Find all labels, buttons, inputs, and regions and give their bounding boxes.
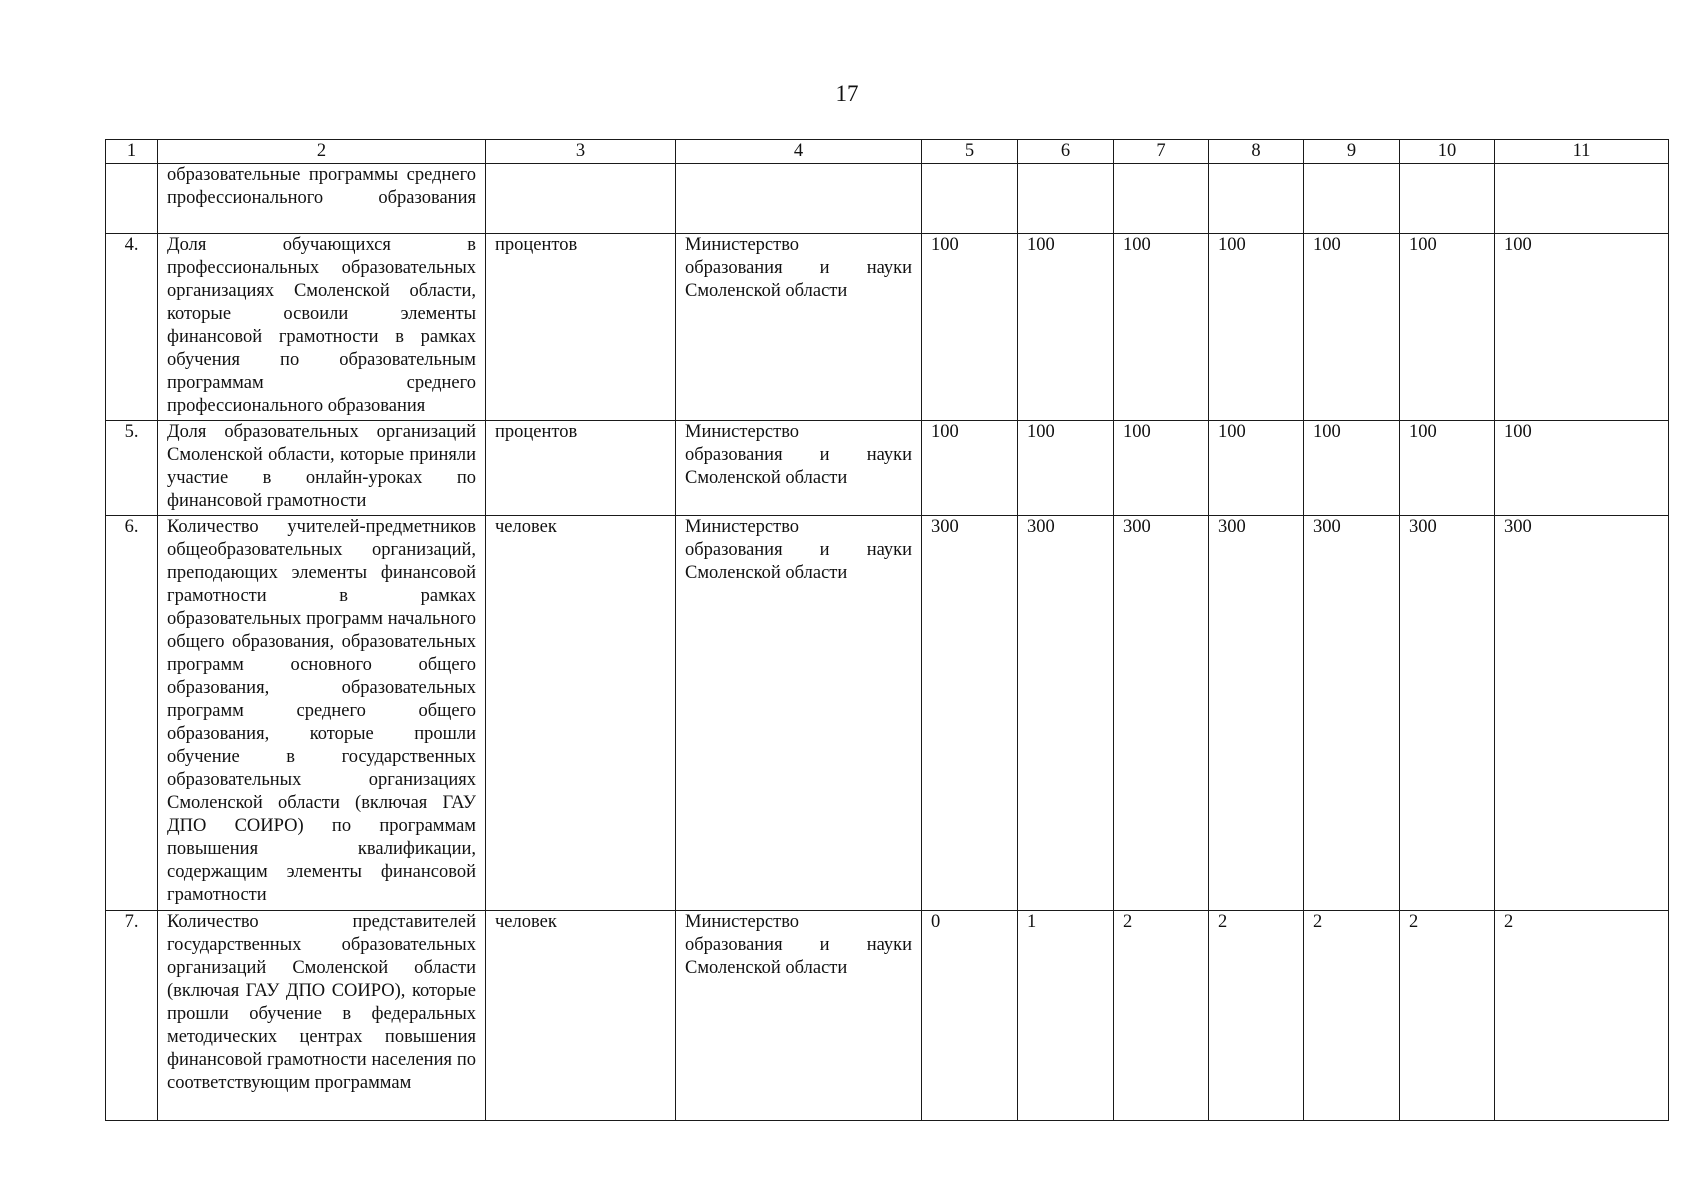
row-number-cell: 4. [106, 234, 158, 421]
value-cell: 300 [1209, 516, 1304, 911]
value-cell: 100 [1304, 421, 1400, 516]
organization-line: образования и науки [685, 445, 912, 465]
value-cell: 2 [1304, 911, 1400, 1121]
organization-line: Министерство [685, 422, 800, 442]
row-number-cell: 6. [106, 516, 158, 911]
value-cell: 100 [1495, 421, 1669, 516]
unit-cell: человек [486, 516, 676, 911]
row-number-cell: 5. [106, 421, 158, 516]
value-cell [1209, 164, 1304, 234]
indicator-description-cell: образовательные программы среднего профессионального образования [158, 164, 486, 234]
value-cell: 300 [1018, 516, 1114, 911]
value-cell: 100 [1400, 421, 1495, 516]
organization-line: Смоленской области [685, 281, 848, 301]
organization-line: Министерство [685, 912, 800, 932]
value-cell [1400, 164, 1495, 234]
value-cell: 2 [1209, 911, 1304, 1121]
responsible-organization-cell [676, 516, 922, 911]
column-number-cell: 11 [1495, 140, 1669, 164]
value-cell [1018, 164, 1114, 234]
value-cell: 300 [1304, 516, 1400, 911]
indicator-description-cell: Доля обучающихся в профессиональных образовательных организациях Смоленской области, которые освоили элементы финансовой грамотности в рамках обучения по образовательным программам среднего профессионального образования [158, 234, 486, 421]
organization-line: Министерство [685, 517, 800, 537]
organization-line: образования и науки [685, 540, 912, 560]
table-row [106, 164, 1669, 234]
value-cell: 300 [922, 516, 1018, 911]
value-cell: 100 [1209, 234, 1304, 421]
organization-line: образования и науки [685, 935, 912, 955]
responsible-organization-cell [676, 421, 922, 516]
value-cell: 300 [1114, 516, 1209, 911]
unit-cell: процентов [486, 234, 676, 421]
value-cell: 100 [1400, 234, 1495, 421]
value-cell: 100 [1304, 234, 1400, 421]
column-number-cell: 1 [106, 140, 158, 164]
indicator-description-cell: Количество представителей государственных образовательных организаций Смоленской области (включая ГАУ ДПО СОИРО), которые прошли обучение в федеральных методических центрах повышения финансовой грамотности населения по соответствующим программам [158, 911, 486, 1121]
value-cell [1114, 164, 1209, 234]
unit-cell: человек [486, 911, 676, 1121]
value-cell: 300 [1495, 516, 1669, 911]
organization-line: Смоленской области [685, 468, 848, 488]
value-cell [922, 164, 1018, 234]
value-cell: 100 [922, 234, 1018, 421]
column-number-cell: 6 [1018, 140, 1114, 164]
column-number-cell: 2 [158, 140, 486, 164]
table-row [106, 421, 1669, 516]
value-cell: 100 [1209, 421, 1304, 516]
value-cell: 100 [1114, 421, 1209, 516]
value-cell [1304, 164, 1400, 234]
responsible-organization-cell [676, 234, 922, 421]
column-number-cell: 10 [1400, 140, 1495, 164]
column-number-cell: 9 [1304, 140, 1400, 164]
value-cell: 300 [1400, 516, 1495, 911]
value-cell: 2 [1114, 911, 1209, 1121]
column-number-cell: 5 [922, 140, 1018, 164]
value-cell: 100 [1018, 421, 1114, 516]
table-row [106, 911, 1669, 1121]
value-cell: 2 [1495, 911, 1669, 1121]
value-cell: 100 [922, 421, 1018, 516]
value-cell: 100 [1114, 234, 1209, 421]
organization-line: Смоленской области [685, 958, 848, 978]
value-cell [1495, 164, 1669, 234]
table-row [106, 234, 1669, 421]
organization-line: Смоленской области [685, 563, 848, 583]
value-cell: 0 [922, 911, 1018, 1121]
table-row [106, 516, 1669, 911]
row-number-cell: 7. [106, 911, 158, 1121]
table-header-row [106, 140, 1669, 164]
value-cell: 100 [1018, 234, 1114, 421]
value-cell: 1 [1018, 911, 1114, 1121]
column-number-cell: 8 [1209, 140, 1304, 164]
value-cell: 2 [1400, 911, 1495, 1121]
column-number-cell: 4 [676, 140, 922, 164]
responsible-organization-cell [676, 911, 922, 1121]
organization-line: Министерство [685, 235, 800, 255]
indicator-description-cell: Доля образовательных организаций Смоленской области, которые приняли участие в онлайн-уроках по финансовой грамотности [158, 421, 486, 516]
indicators-table [105, 139, 1669, 1121]
organization-line: образования и науки [685, 258, 912, 278]
row-number-cell [106, 164, 158, 234]
value-cell: 100 [1495, 234, 1669, 421]
indicator-description-cell: Количество учителей-предметников общеобразовательных организаций, преподающих элементы финансовой грамотности в рамках образовательных программ начального общего образования, образовательных программ основного общего образования, образовательных программ среднего общего образования, которые прошли обучение в государственных образовательных организациях Смоленской области (включая ГАУ ДПО СОИРО) по программам повышения квалификации, содержащим элементы финансовой грамотности [158, 516, 486, 911]
unit-cell: процентов [486, 421, 676, 516]
column-number-cell: 7 [1114, 140, 1209, 164]
column-number-cell: 3 [486, 140, 676, 164]
unit-cell [486, 164, 676, 234]
page-number: 17 [835, 81, 859, 106]
responsible-organization-cell [676, 164, 922, 234]
